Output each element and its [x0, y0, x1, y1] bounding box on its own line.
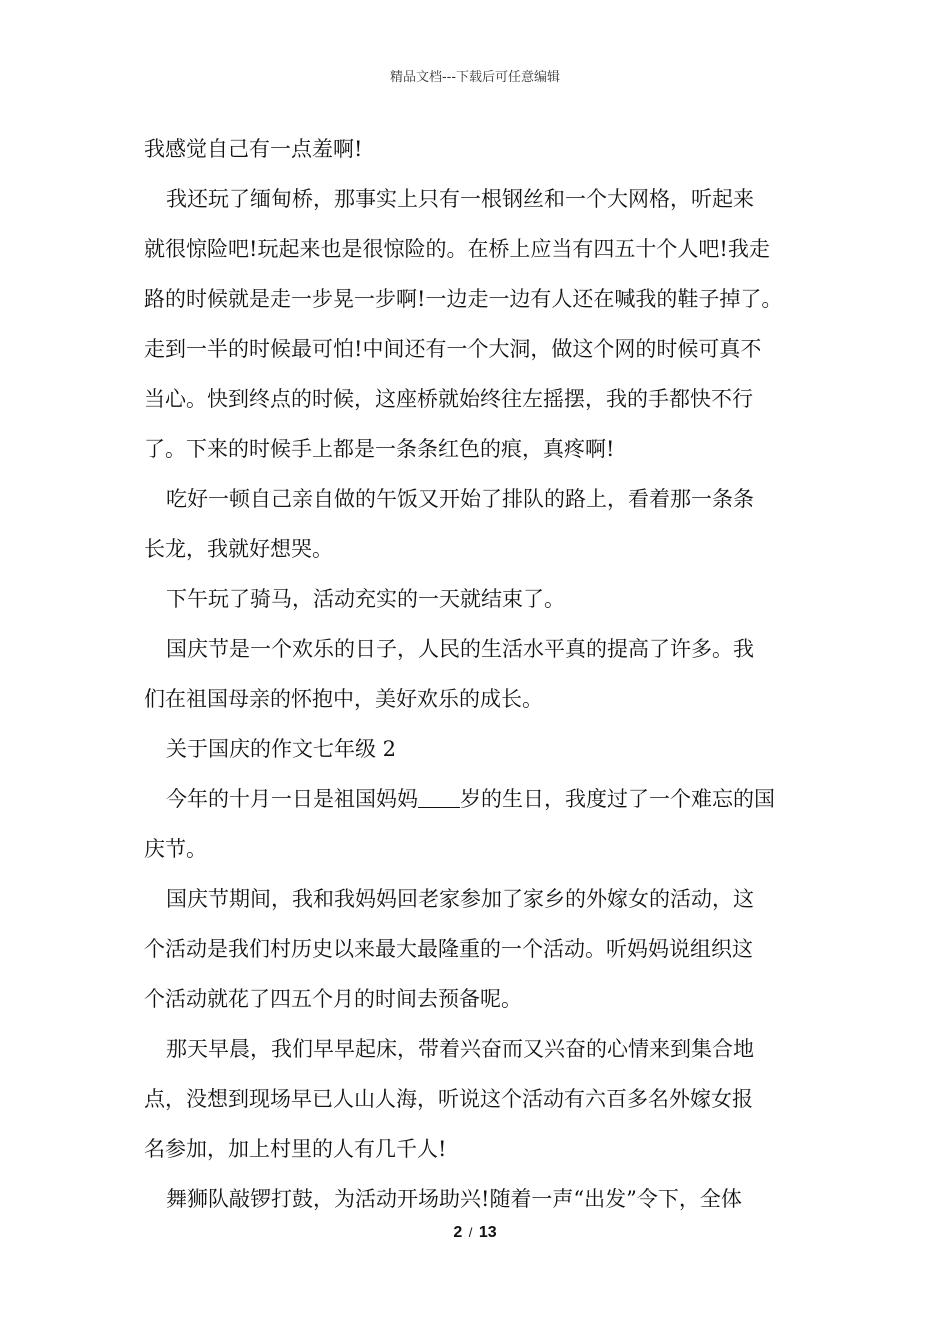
text-line: 国庆节是一个欢乐的日子，人民的生活水平真的提高了许多。我: [166, 637, 754, 661]
section-heading: 关于国庆的作文七年级 2: [166, 737, 397, 761]
text-line: 们在祖国母亲的怀抱中，美好欢乐的成长。: [144, 687, 543, 711]
text-line: 我感觉自己有一点羞啊!: [144, 137, 363, 161]
text-line: 舞狮队敲锣打鼓，为活动开场助兴!随着一声“出发”令下，全体: [166, 1187, 742, 1211]
document-body: [144, 124, 810, 1224]
text-line: 点，没想到现场早已人山人海，听说这个活动有六百多名外嫁女报: [144, 1087, 753, 1111]
text-line: 名参加，加上村里的人有几千人!: [144, 1137, 447, 1161]
text-line: 当心。快到终点的时候，这座桥就始终往左摇摆，我的手都快不行: [144, 387, 753, 411]
current-page: 2: [453, 1224, 463, 1241]
text-line: 庆节。: [144, 837, 207, 861]
page-header: 精品文档---下载后可任意编辑: [389, 70, 561, 85]
page-number: [0, 1224, 950, 1242]
text-line: 了。下来的时候手上都是一条条红色的痕，真疼啊!: [144, 437, 615, 461]
fill-in-blank: [418, 785, 460, 808]
text-segment: 岁的生日，我度过了一个难忘的国: [460, 787, 775, 811]
text-line: 就很惊险吧!玩起来也是很惊险的。在桥上应当有四五十个人吧!我走: [144, 237, 770, 261]
text-line: 个活动是我们村历史以来最大最隆重的一个活动。听妈妈说组织这: [144, 937, 753, 961]
text-line: 下午玩了骑马，活动充实的一天就结束了。: [166, 587, 565, 611]
total-pages: 13: [478, 1224, 497, 1241]
text-line: 走到一半的时候最可怕!中间还有一个大洞，做这个网的时候可真不: [144, 337, 762, 361]
text-line: 我还玩了缅甸桥，那事实上只有一根钢丝和一个大网格，听起来: [166, 187, 754, 211]
text-line: 吃好一顿自己亲自做的午饭又开始了排队的路上，看着那一条条: [166, 487, 754, 511]
text-segment: 今年的十月一日是祖国妈妈: [166, 787, 418, 811]
text-line: 国庆节期间，我和我妈妈回老家参加了家乡的外嫁女的活动，这: [166, 887, 754, 911]
text-line: [144, 774, 810, 824]
text-line: 长龙，我就好想哭。: [144, 537, 333, 561]
page-separator: /: [468, 1225, 473, 1240]
text-line: 那天早晨，我们早早起床，带着兴奋而又兴奋的心情来到集合地: [166, 1037, 754, 1061]
text-line: 个活动就花了四五个月的时间去预备呢。: [144, 987, 522, 1011]
text-line: 路的时候就是走一步晃一步啊!一边走一边有人还在喊我的鞋子掉了。: [144, 287, 783, 311]
